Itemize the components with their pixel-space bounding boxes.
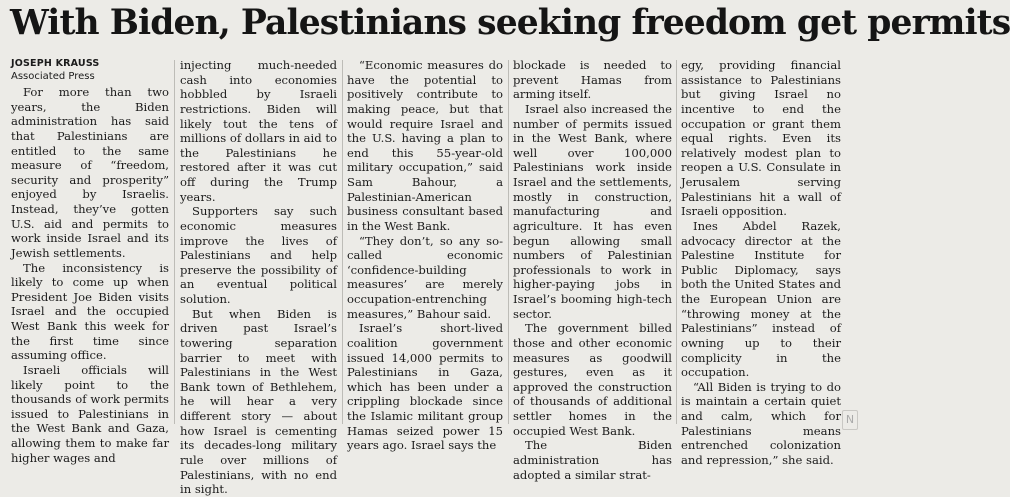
paragraph: The inconsistency is likely to come up when President Joe Biden visits Israel and the occupied West Bank this week for the first time since assuming office. — [11, 260, 169, 363]
paragraph-continued: egy, providing financial assistance to Palestinians but giving Israel no incentive to end the occupation or grant them equal rights. Even its relatively modest plan to reopen a U.S. Consulate in Jerusalem serving Palestinians hit a wall of Israeli opposition. — [681, 58, 841, 219]
paragraph: The Biden administration has adopted a similar strat- — [513, 438, 672, 482]
publisher-logo-icon: N — [842, 410, 858, 430]
paragraph: “Economic measures do have the potential to positively contribute to making peace, but that would require Israel and the U.S. having a plan to end this 55-year-old military occupation,” said Sam Bahour, a Palestinian-American business consultant based in the West Bank. — [347, 58, 503, 233]
column-2 — [180, 58, 337, 497]
paragraph: Israel’s short-lived coalition government issued 14,000 permits to Palestinians in Gaza, which has been under a crippling blockade since the Islamic militant group Hamas seized power 15 years ago. Israel says the — [347, 321, 503, 453]
paragraph: But when Biden is driven past Israel’s towering separation barrier to meet with Palestinians in the West Bank town of Bethlehem, he will hear a very different story — about how Israel is cementing its decades-long military rule over millions of Palestinians, with no end in sight. — [180, 306, 337, 497]
column-1 — [11, 58, 169, 465]
paragraph-continued: injecting much-needed cash into economies hobbled by Israeli restrictions. Biden will likely tout the tens of millions of dollars in aid to the Palestinians he restored after it was cut off during the Trump years. — [180, 58, 337, 204]
column-divider — [676, 60, 677, 424]
paragraph: Israeli officials will likely point to the thousands of work permits issued to Palestinians in the West Bank and Gaza, allowing them to make far higher wages and — [11, 362, 169, 465]
paragraph: For more than two years, the Biden administration has said that Palestinians are entitled to the same measure of “freedom, security and prosperity” enjoyed by Israelis. Instead, they’ve gotten U.S. aid and permits to work inside Israel and its Jewish settlements. — [11, 85, 169, 260]
paragraph: “All Biden is trying to do is maintain a certain quiet and calm, which for Palestinians means entrenched colonization and repression,” she said. — [681, 379, 841, 467]
column-divider — [342, 60, 343, 424]
byline-organization: Associated Press — [11, 71, 95, 82]
headline: With Biden, Palestinians seeking freedom get permits — [10, 3, 1010, 43]
column-divider — [508, 60, 509, 424]
byline-name: JOSEPH KRAUSS — [11, 58, 100, 69]
paragraph: “They don’t, so any so-called economic ‘confidence-building measures’ are merely occupation-entrenching measures,” Bahour said. — [347, 233, 503, 321]
paragraph: The government billed those and other economic measures as goodwill gestures, even as it approved the construction of thousands of additional settler homes in the occupied West Bank. — [513, 321, 672, 438]
column-3 — [347, 58, 503, 453]
paragraph-continued: blockade is needed to prevent Hamas from arming itself. — [513, 58, 672, 102]
paragraph: Supporters say such economic measures improve the lives of Palestinians and help preserve the possibility of an eventual political solution. — [180, 204, 337, 306]
column-4 — [513, 58, 672, 482]
paragraph: Israel also increased the number of permits issued in the West Bank, where well over 100,000 Palestinians work inside Israel and the settlements, mostly in construction, manufacturing and agriculture. It has even begun allowing small numbers of Palestinian professionals to work in higher-paying jobs in Israel’s booming high-tech sector. — [513, 101, 672, 321]
paragraph: Ines Abdel Razek, advocacy director at the Palestine Institute for Public Diplomacy, says both the United States and the European Union are “throwing money at the Palestinians” instead of owning up to their complicity in the occupation. — [681, 218, 841, 380]
column-divider — [174, 60, 175, 424]
column-5 — [681, 58, 841, 467]
